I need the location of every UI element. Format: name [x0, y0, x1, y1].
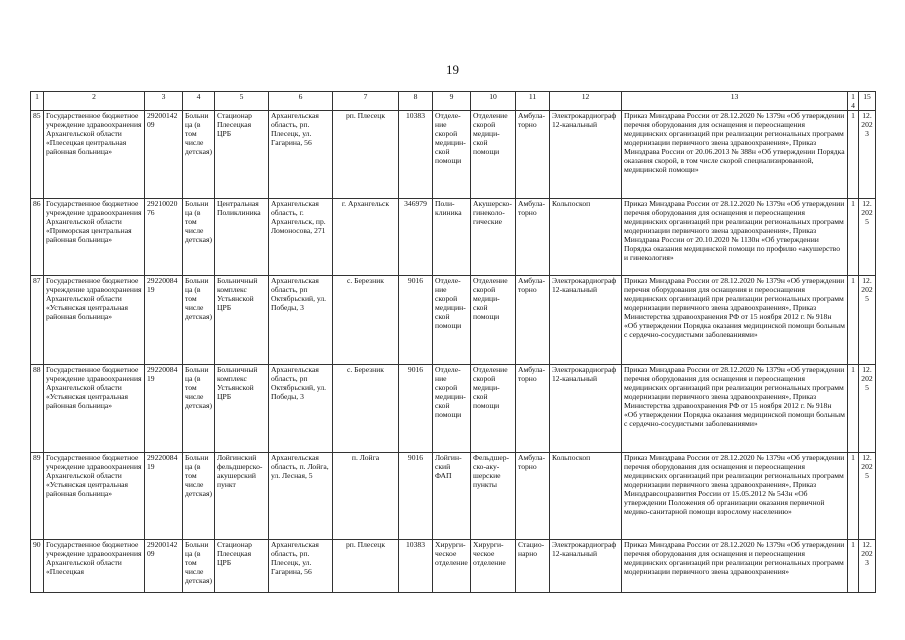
equipment-cell: Электрокардиограф 12-канальный	[550, 365, 622, 453]
date-cell: 12.2025	[859, 453, 876, 540]
institution-cell: Государственное бюджетное учреждение здравоохранения Архангельской области «Приморская центральная районная больница»	[44, 199, 145, 276]
department-cell: Отделе-ние скорой медицин-ской помощи	[433, 276, 471, 365]
care-form-cell: Амбула-торно	[516, 111, 550, 199]
row-number: 90	[31, 540, 44, 593]
quantity-cell: 1	[848, 276, 859, 365]
table-row	[31, 453, 876, 540]
population-cell: 9016	[399, 453, 433, 540]
legal-basis-cell: Приказ Минздрава России от 28.12.2020 № 1379н «Об утверждении перечня оборудования для оснащения и переоснащения медицинских организаций при реализации региональных программ модернизации первичного звена здравоохранения», Приказ Министерства здравоохранения РФ от 15 ноября 2012 г. № 918н «Об утверждении Порядка оказания медицинской помощи больным с сердечно-сосудистыми заболеваниями»	[622, 365, 848, 453]
care-form-cell: Амбула-торно	[516, 276, 550, 365]
type-cell: Больница (в том числе детская)	[183, 540, 215, 593]
inn-cell: 2920014209	[145, 540, 183, 593]
institution-cell: Государственное бюджетное учреждение здравоохранения Архангельской области «Устьянская центральная районная больница»	[44, 453, 145, 540]
legal-basis-cell: Приказ Минздрава России от 28.12.2020 № 1379н «Об утверждении перечня оборудования для оснащения и переоснащения медицинских организаций при реализации региональных программ модернизации первичного звена здравоохранения», Приказ Минздрава России от 20.10.2020 № 1130н «Об утверждении Порядка оказания медицинской помощи по профилю «акушерство и гинекология»	[622, 199, 848, 276]
type-cell: Больница (в том числе детская)	[183, 111, 215, 199]
legal-basis-cell: Приказ Минздрава России от 28.12.2020 № 1379н «Об утверждении перечня оборудования для оснащения и переоснащения медицинских организаций при реализации региональных программ модернизации первичного звена здравоохранения», Приказ Минздрава России от 20.06.2013 № 388н «Об утверждении Порядка оказания скорой, в том числе скорой специализированной, медицинской помощи»	[622, 111, 848, 199]
equipment-table	[30, 91, 876, 593]
date-cell: 12.2023	[859, 540, 876, 593]
table-row	[31, 276, 876, 365]
column-header: 7	[333, 92, 399, 111]
legal-basis-cell: Приказ Минздрава России от 28.12.2020 № 1379н «Об утверждении перечня оборудования для оснащения и переоснащения медицинских организаций при реализации региональных программ модернизации первичного звена здравоохранения», Приказ Министерства здравоохранения РФ от 15 ноября 2012 г. № 918н «Об утверждении Порядка оказания медицинской помощи больным с сердечно-сосудистыми заболеваниями»	[622, 276, 848, 365]
locality-cell: рп. Плесецк	[333, 540, 399, 593]
department-cell: Лойгин-ский ФАП	[433, 453, 471, 540]
population-cell: 9016	[399, 276, 433, 365]
population-cell: 346979	[399, 199, 433, 276]
unit-cell: Стационар Плесецкая ЦРБ	[215, 111, 269, 199]
care-form-cell: Амбула-торно	[516, 453, 550, 540]
address-cell: Архангельская область, рп. Плесецк, ул. Гагарина, 56	[269, 111, 333, 199]
address-cell: Архангельская область, п. Лойга, ул. Лесная, 5	[269, 453, 333, 540]
equipment-cell: Электрокардиограф 12-канальный	[550, 111, 622, 199]
table-row	[31, 111, 876, 199]
address-cell: Архангельская область, г. Архангельск, пр. Ломоносова, 271	[269, 199, 333, 276]
column-header: 3	[145, 92, 183, 111]
department-cell: Поли-клиника	[433, 199, 471, 276]
column-header: 5	[215, 92, 269, 111]
locality-cell: рп. Плесецк	[333, 111, 399, 199]
care-form-cell: Амбула-торно	[516, 365, 550, 453]
quantity-cell: 1	[848, 540, 859, 593]
column-header: 8	[399, 92, 433, 111]
column-header: 2	[44, 92, 145, 111]
locality-cell: с. Березник	[333, 365, 399, 453]
department-cell: Отделе-ние скорой медицин-ской помощи	[433, 111, 471, 199]
column-header: 15	[859, 92, 876, 111]
type-cell: Больница (в том числе детская)	[183, 199, 215, 276]
quantity-cell: 1	[848, 365, 859, 453]
profile-cell: Фельдшер-ско-аку-шерские пункты	[471, 453, 516, 540]
column-header: 9	[433, 92, 471, 111]
date-cell: 12.2025	[859, 276, 876, 365]
column-header: 10	[471, 92, 516, 111]
quantity-cell: 1	[848, 199, 859, 276]
column-header: 12	[550, 92, 622, 111]
date-cell: 12.2025	[859, 199, 876, 276]
column-header: 6	[269, 92, 333, 111]
equipment-cell: Кольпоскоп	[550, 453, 622, 540]
column-header: 4	[183, 92, 215, 111]
address-cell: Архангельская область, рп Октябрьский, ул. Победы, 3	[269, 365, 333, 453]
profile-cell: Отделение скорой медици-ской помощи	[471, 111, 516, 199]
institution-cell: Государственное бюджетное учреждение здравоохранения Архангельской области «Устьянская центральная районная больница»	[44, 365, 145, 453]
department-cell: Отделе-ние скорой медицин-ской помощи	[433, 365, 471, 453]
type-cell: Больница (в том числе детская)	[183, 276, 215, 365]
inn-cell: 2920014209	[145, 111, 183, 199]
inn-cell: 2922008419	[145, 453, 183, 540]
equipment-cell: Кольпоскоп	[550, 199, 622, 276]
unit-cell: Лойгинский фельдшерско-акушерский пункт	[215, 453, 269, 540]
table-row	[31, 199, 876, 276]
unit-cell: Стационар Плесецкая ЦРБ	[215, 540, 269, 593]
population-cell: 10383	[399, 111, 433, 199]
address-cell: Архангельская область, рп. Плесецк, ул. Гагарина, 56	[269, 540, 333, 593]
profile-cell: Хирурги-ческое отделение	[471, 540, 516, 593]
inn-cell: 2922008419	[145, 365, 183, 453]
department-cell: Хирурги-ческое отделение	[433, 540, 471, 593]
institution-cell: Государственное бюджетное учреждение здравоохранения Архангельской области «Плесецкая	[44, 540, 145, 593]
institution-cell: Государственное бюджетное учреждение здравоохранения Архангельской области «Плесецкая центральная районная больница»	[44, 111, 145, 199]
row-number: 89	[31, 453, 44, 540]
type-cell: Больница (в том числе детская)	[183, 453, 215, 540]
population-cell: 9016	[399, 365, 433, 453]
quantity-cell: 1	[848, 111, 859, 199]
inn-cell: 2921002076	[145, 199, 183, 276]
legal-basis-cell: Приказ Минздрава России от 28.12.2020 № 1379н «Об утверждении перечня оборудования для оснащения и переоснащения медицинских организаций при реализации региональных программ модернизации первичного звена здравоохранения», Приказ Минздравсоцразвития России от 15.05.2012 № 543н «Об утверждении Положения об организации оказания первичной медико-санитарной помощи взрослому населению»	[622, 453, 848, 540]
column-header: 14	[848, 92, 859, 111]
date-cell: 12.2023	[859, 111, 876, 199]
column-header: 1	[31, 92, 44, 111]
column-header: 13	[622, 92, 848, 111]
care-form-cell: Стацио-нарно	[516, 540, 550, 593]
profile-cell: Отделение скорой медици-ской помощи	[471, 365, 516, 453]
row-number: 85	[31, 111, 44, 199]
date-cell: 12.2025	[859, 365, 876, 453]
row-number: 86	[31, 199, 44, 276]
profile-cell: Отделение скорой медици-ской помощи	[471, 276, 516, 365]
table-row	[31, 365, 876, 453]
locality-cell: г. Архангельск	[333, 199, 399, 276]
institution-cell: Государственное бюджетное учреждение здравоохранения Архангельской области «Устьянская центральная районная больница»	[44, 276, 145, 365]
unit-cell: Больничный комплекс Устьянской ЦРБ	[215, 276, 269, 365]
address-cell: Архангельская область, рп Октябрьский, ул. Победы, 3	[269, 276, 333, 365]
profile-cell: Акушерско-гинеколо-гические	[471, 199, 516, 276]
legal-basis-cell: Приказ Минздрава России от 28.12.2020 № 1379н «Об утверждении перечня оборудования для оснащения и переоснащения медицинских организаций при реализации региональных программ модернизации первичного звена здравоохранения»	[622, 540, 848, 593]
table-row	[31, 540, 876, 593]
type-cell: Больница (в том числе детская)	[183, 365, 215, 453]
unit-cell: Центральная Поликлиника	[215, 199, 269, 276]
row-number: 87	[31, 276, 44, 365]
page-number: 19	[446, 62, 459, 77]
locality-cell: п. Лойга	[333, 453, 399, 540]
column-header: 11	[516, 92, 550, 111]
population-cell: 10383	[399, 540, 433, 593]
locality-cell: с. Березник	[333, 276, 399, 365]
quantity-cell: 1	[848, 453, 859, 540]
unit-cell: Больничный комплекс Устьянской ЦРБ	[215, 365, 269, 453]
row-number: 88	[31, 365, 44, 453]
header-row	[31, 92, 876, 111]
equipment-cell: Электрокардиограф 12-канальный	[550, 540, 622, 593]
inn-cell: 2922008419	[145, 276, 183, 365]
equipment-cell: Электрокардиограф 12-канальный	[550, 276, 622, 365]
care-form-cell: Амбула-торно	[516, 199, 550, 276]
